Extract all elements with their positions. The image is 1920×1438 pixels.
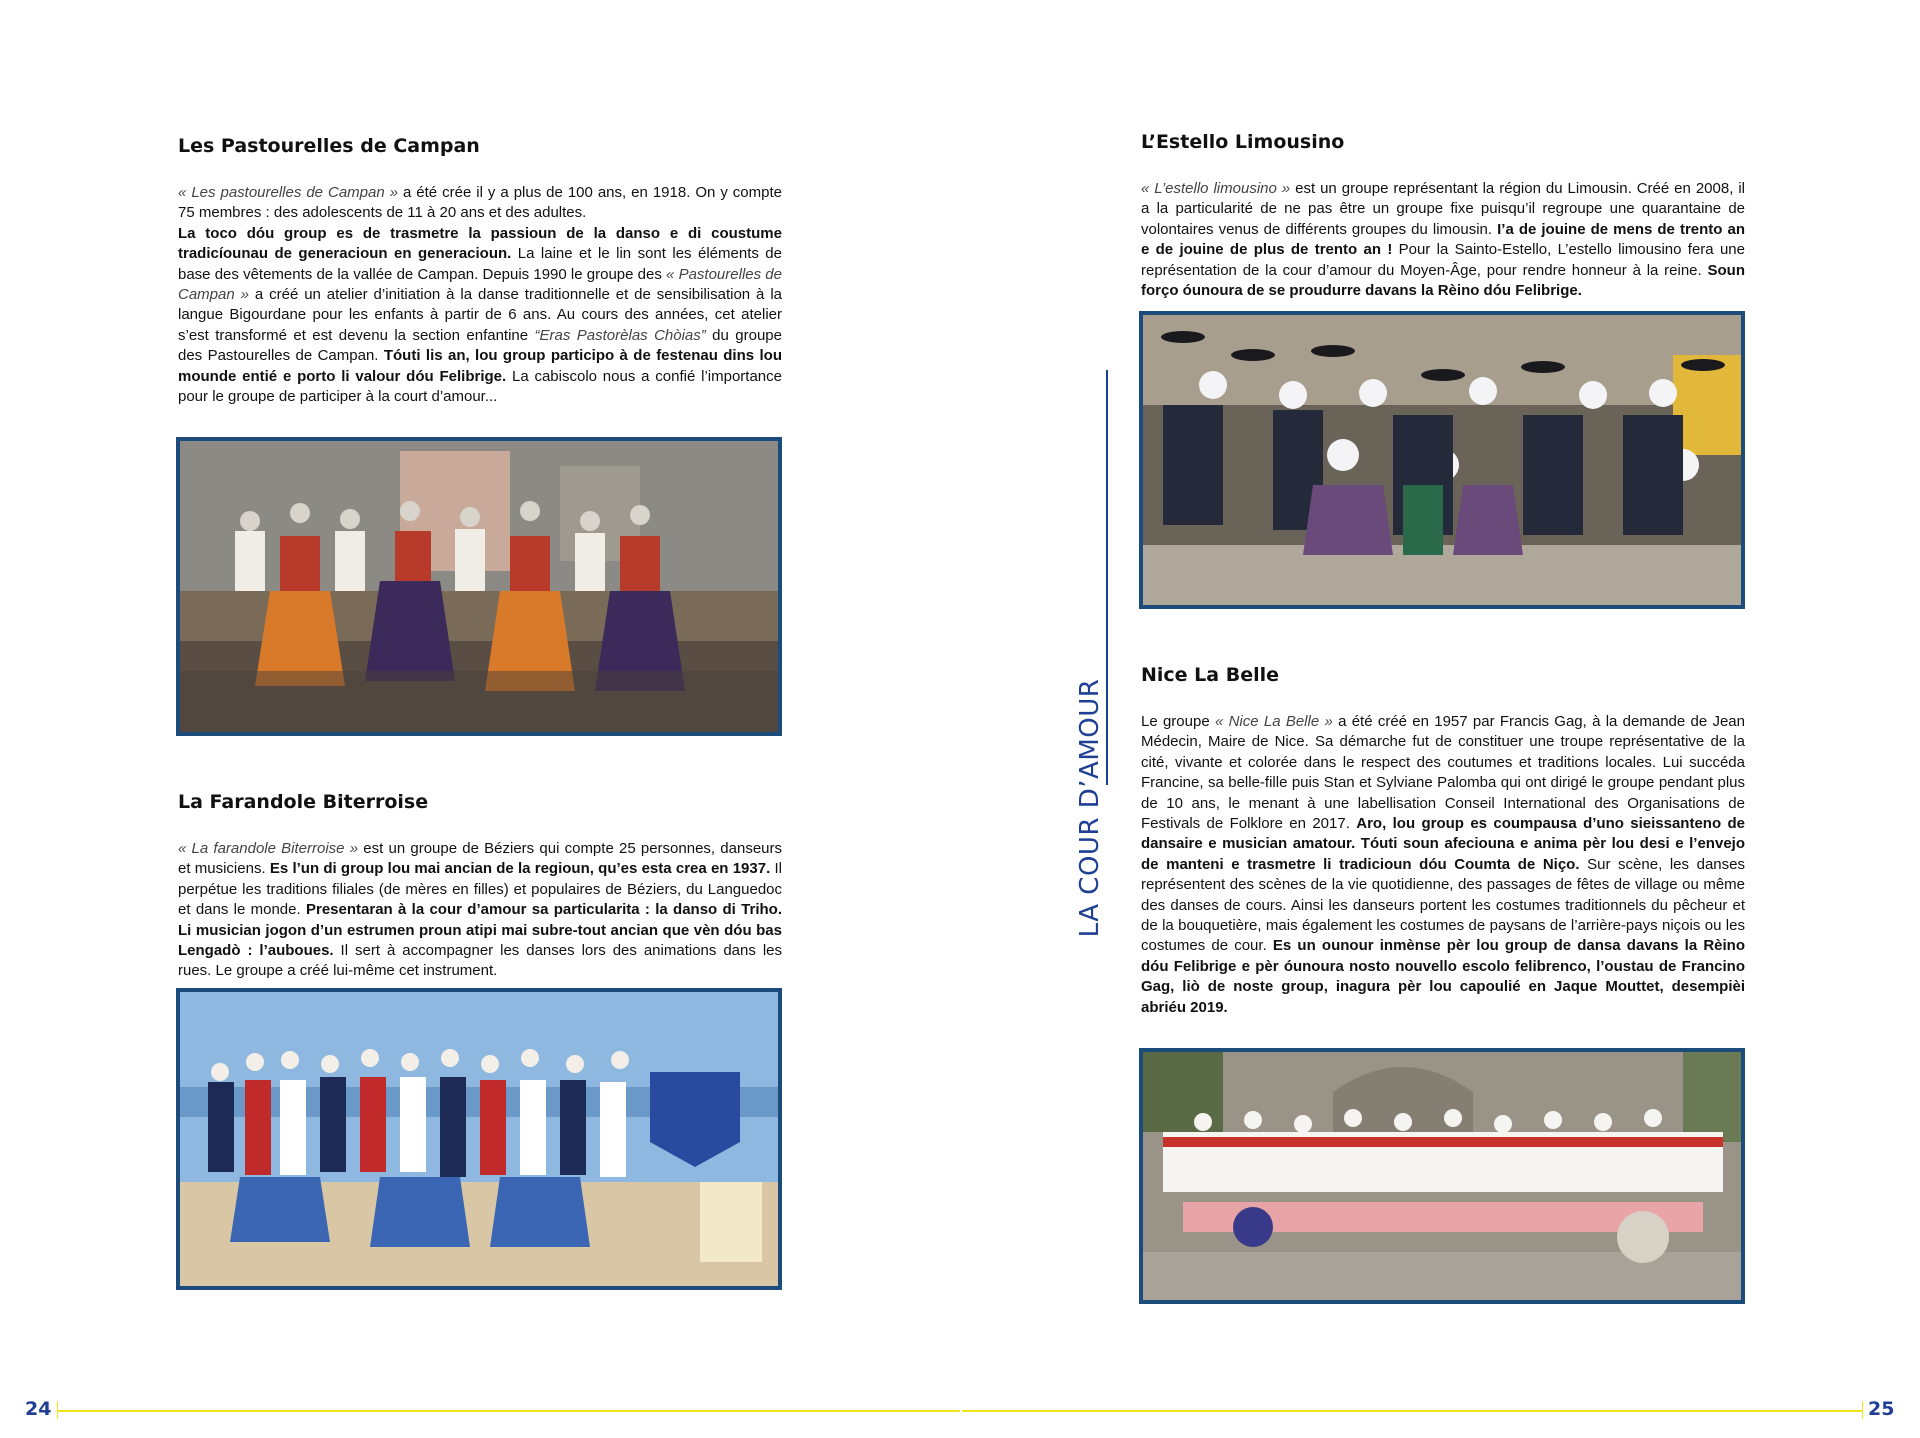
footer-tick (1862, 1401, 1863, 1419)
large-troupe-photo (1139, 1048, 1745, 1304)
musicians-group-photo (1139, 311, 1745, 609)
photo-image (1143, 1052, 1741, 1300)
footer-rule (962, 1410, 1862, 1412)
photo-image (180, 441, 778, 732)
section-body: « La farandole Biterroise » est un groupe de Béziers qui compte 25 personnes, danseurs et musiciens. Es l’un di group lou mai ancian de la regioun, qu’es esta crea en 1937. Il perpétue les traditions filiales (de mères en filles) et populaires de Béziers, du Languedoc et dans le monde. Presentaran à la cour d’amour sa particularita : la danso di Triho. Li musician jogon d’un estrumen proun atipi mai subre-tout ancian que vèn dóu bas Lengadò : l’auboues. Il sert à accompagner les danses lors des animations dans les rues. Le groupe a créé lui-même cet instrument. (178, 840, 782, 980)
section-farandole (178, 791, 782, 982)
page-number: 25 (1868, 1398, 1895, 1420)
side-label: LA COUR D’AMOUR (1075, 678, 1105, 938)
footer-tick (57, 1401, 58, 1419)
page-number: 24 (25, 1398, 52, 1420)
section-estello (1141, 131, 1745, 301)
section-nice-la-belle (1141, 664, 1745, 1018)
folk-dance-photo (176, 437, 782, 736)
section-pastourelles (178, 135, 782, 407)
section-title: La Farandole Biterroise (178, 791, 429, 813)
footer-rule (58, 1410, 960, 1412)
section-title: Les Pastourelles de Campan (178, 135, 480, 157)
side-label-rule (1106, 370, 1108, 785)
section-body: « L’estello limousino » est un groupe représentant la région du Limousin. Créé en 2008, il a la particularité de ne pas être un groupe fixe puisqu’il regroupe une quarantaine de volontaires venus de différents groupes du limousin. I’a de jouine de mens de trento an e de jouine de plus de trento an ! Pour la Sainto-Estello, L’estello limousino fera une représentation de la cour d’amour du Moyen-Âge, pour rendre honneur à la reine. Soun forço óunoura de se proudurre davans la Rèino dóu Felibrige. (1141, 180, 1745, 300)
section-body: « Les pastourelles de Campan » a été crée il y a plus de 100 ans, en 1918. On y compte 75 membres : des adolescents de 11 à 20 ans et des adultes. La toco dóu group es de trasmetre la passioun de la danso e di coustume tradicíounau de generacioun en generacioun. La laine et le lin sont les éléments de base des vêtements de la vallée de Campan. Depuis 1990 le groupe des « Pastourelles de Campan » a créé un atelier d’initiation à la danse traditionnelle et de sensibilisation à la langue Bigourdane pour les enfants à partir de 6 ans. Au cours des années, cet atelier s’est transformé et est devenu la section enfantine “Eras Pastorèlas Chòias” du groupe des Pastourelles de Campan. Tóuti lis an, lou group participo à de festenau dins lou mounde entié e porto li valour dóu Felibrige. La cabiscolo nous a confié l’importance pour le groupe de participer à la court d’amour... (178, 184, 782, 406)
group-beach-photo (176, 988, 782, 1290)
photo-image (180, 992, 778, 1286)
section-title: Nice La Belle (1141, 664, 1280, 686)
section-title: L’Estello Limousino (1141, 131, 1345, 153)
photo-image (1143, 315, 1741, 605)
section-body: Le groupe « Nice La Belle » a été créé en 1957 par Francis Gag, à la demande de Jean Médecin, Maire de Nice. Sa démarche fut de constituer une troupe représentative de la cité, vivante et colorée dans le respect des coutumes et traditions locales. Lui succéda Francine, sa belle-fille puis Stan et Sylviane Palomba qui ont dirigé le groupe pendant plus de 10 ans, le menant à une labellisation Conseil International des Organisations de Festivals de Folklore en 2017. Aro, lou group es coumpausa d’uno sieissanteno de dansaire e musician amatour. Tóuti soun afeciouna e anima pèr lou desi e l’envejo de manteni e trasmetre li tradicioun dóu Coumta de Niço. Sur scène, les danses représentent des scènes de la vie quotidienne, des passages de fêtes de village ou même des danses de cours. Ainsi les danseurs portent les costumes traditionnels du pêcheur et de la bouquetière, mais également les costumes de paysans de l’arrière-pays niçois ou les costumes de cour. Es un ounour inmènse pèr lou group de dansa davans la Rèino dóu Felibrige e pèr óunoura nosto nouvello escolo felibrenco, l’oustau de Francino Gag, liò de noste group, inagura pèr lou capoulié en Jaque Mouttet, desempièi abriéu 2019. (1141, 713, 1745, 1016)
